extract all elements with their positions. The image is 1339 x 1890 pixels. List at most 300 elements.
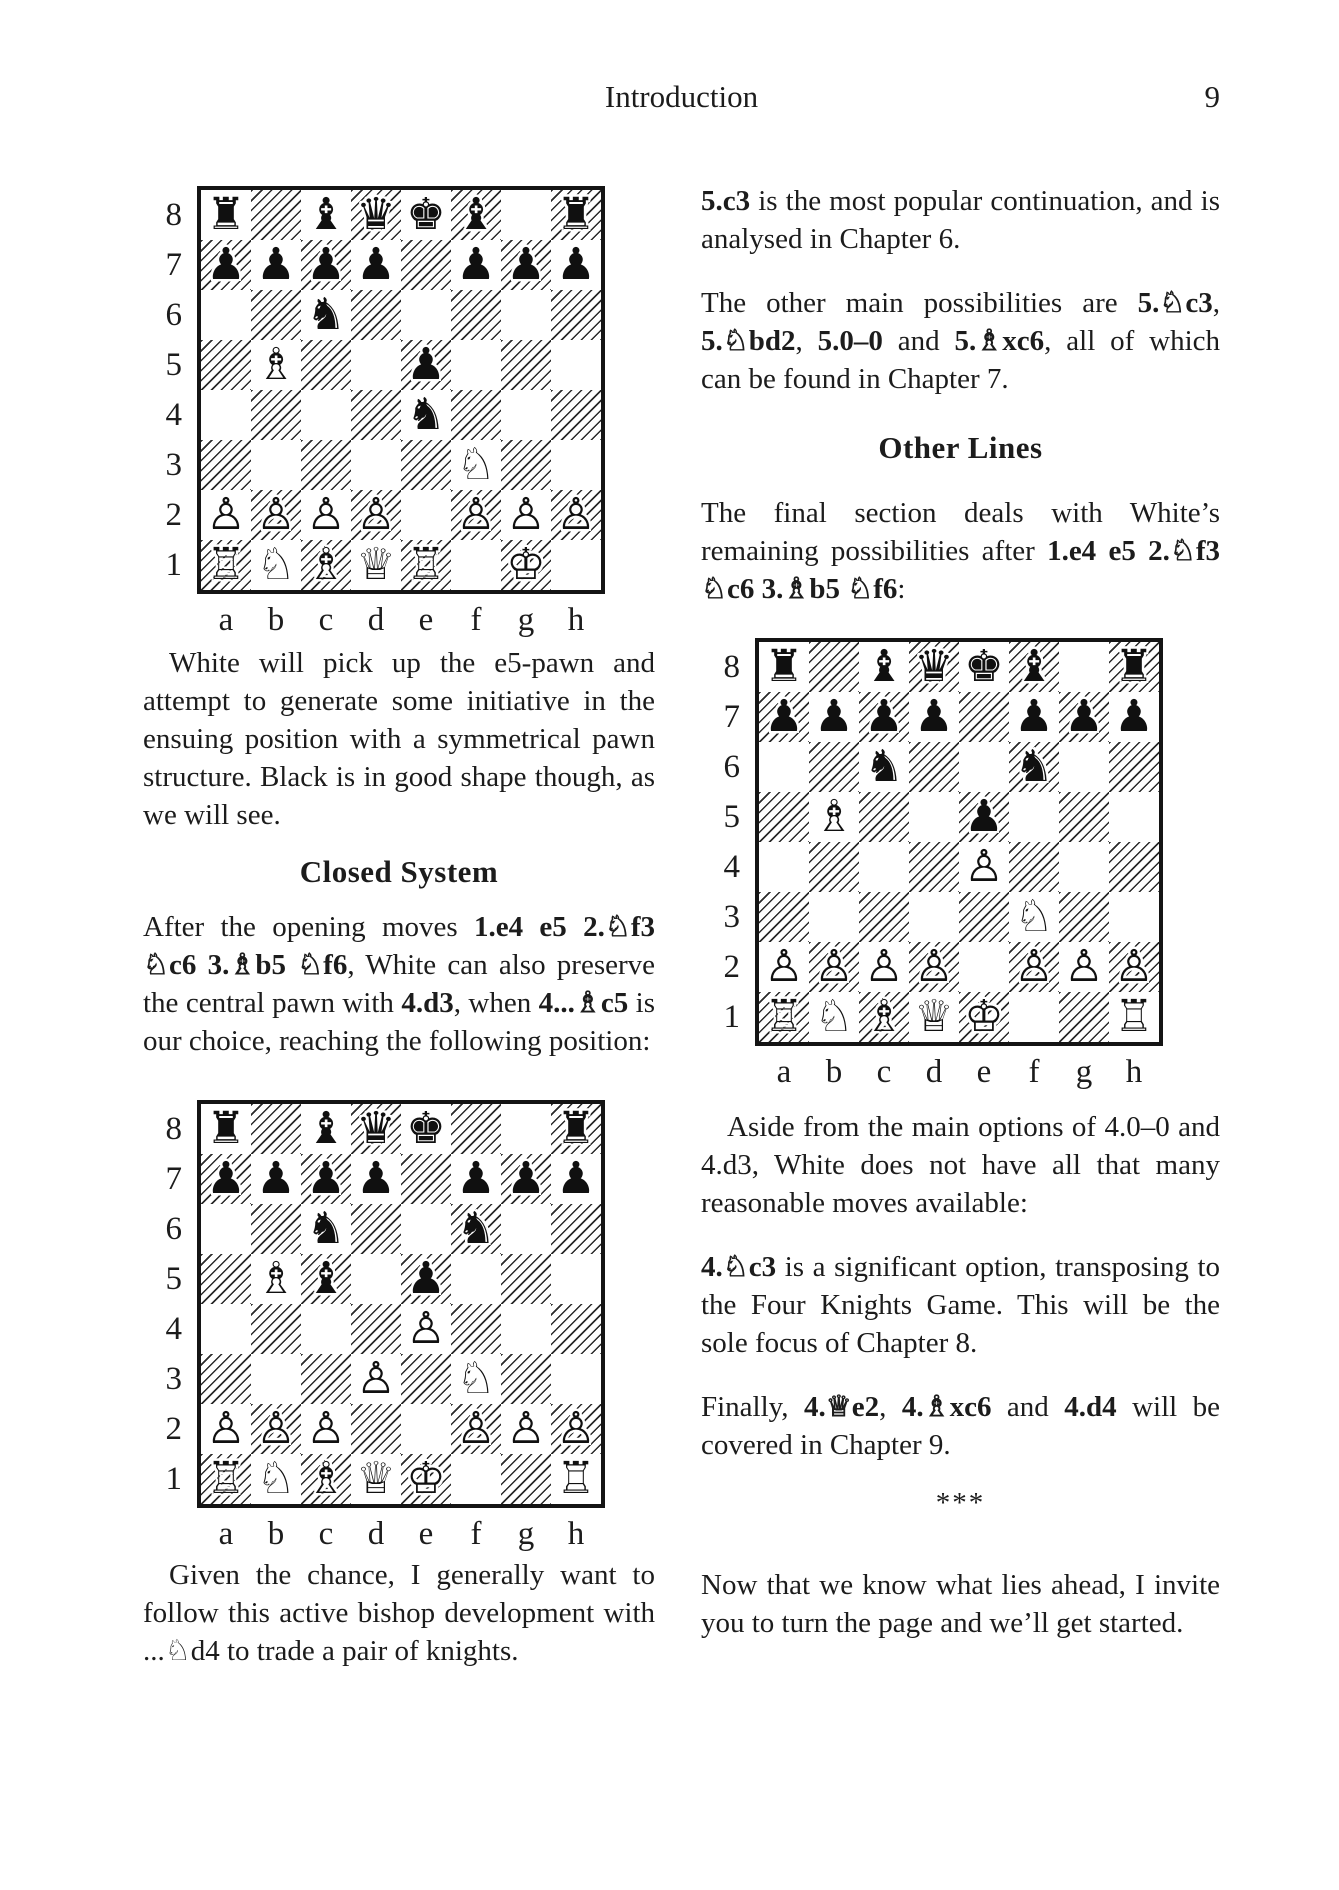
board-square (201, 1304, 251, 1354)
board-square (351, 440, 401, 490)
chess-piece-icon: ♝ (306, 1254, 346, 1304)
chess-piece-icon: ♚ (406, 1104, 446, 1154)
chess-piece-icon: ♖ (406, 540, 446, 590)
board-square (759, 842, 809, 892)
board-square-piece (351, 1354, 401, 1404)
rank-label: 5 (165, 346, 182, 383)
chess-piece-icon: ♟ (964, 792, 1004, 842)
board-square (501, 440, 551, 490)
board-square-piece (551, 1404, 601, 1454)
body-text-run: : (897, 573, 906, 605)
board-square (959, 892, 1009, 942)
board-square (959, 942, 1009, 992)
move-text: 5.♘c3 (1137, 287, 1213, 319)
board-square-piece (551, 190, 601, 240)
board-square-piece (859, 992, 909, 1042)
chess-piece-icon: ♟ (814, 692, 854, 742)
chess-piece-icon: ♜ (556, 190, 596, 240)
board-wrap (143, 186, 655, 594)
board-square (401, 240, 451, 290)
board-square (501, 390, 551, 440)
chess-piece-icon: ♙ (256, 1404, 296, 1454)
rank-label: 3 (165, 446, 182, 483)
board-square (551, 1254, 601, 1304)
move-text: 1.e4 e5 2.♘f3 ♘c6 3.♗b5 ♘f6 (701, 535, 1220, 605)
board-square (1059, 842, 1109, 892)
board-square-piece (301, 290, 351, 340)
file-label: e (976, 1054, 992, 1090)
chess-piece-icon: ♟ (1014, 692, 1054, 742)
chess-piece-icon: ♙ (814, 942, 854, 992)
right-column (701, 150, 1220, 1642)
board-square (1109, 842, 1159, 892)
board-wrap (143, 1100, 655, 1508)
board-square-piece (251, 490, 301, 540)
board-square (1009, 992, 1059, 1042)
board-square-piece (251, 1154, 301, 1204)
chess-piece-icon: ♟ (1064, 692, 1104, 742)
chess-piece-icon: ♙ (506, 1404, 546, 1454)
board-square-piece (551, 1454, 601, 1504)
board-square-piece (201, 1154, 251, 1204)
move-text: 5.c3 (701, 185, 751, 217)
board-square-piece (251, 240, 301, 290)
chess-piece-icon: ♗ (306, 540, 346, 590)
chess-piece-icon: ♙ (864, 942, 904, 992)
chess-piece-icon: ♜ (764, 642, 804, 692)
file-label: a (218, 1516, 234, 1552)
chess-piece-icon: ♘ (814, 992, 854, 1042)
board-square-piece (251, 540, 301, 590)
rank-label: 6 (165, 1210, 182, 1247)
board-square (909, 792, 959, 842)
board-square-piece (301, 1454, 351, 1504)
board-square (201, 1254, 251, 1304)
chess-piece-icon: ♕ (356, 1454, 396, 1504)
rank-label: 4 (165, 1310, 182, 1347)
board-square-piece (501, 490, 551, 540)
file-label: d (367, 602, 385, 638)
chess-piece-icon: ♟ (406, 340, 446, 390)
chess-piece-icon: ♟ (456, 1154, 496, 1204)
board-square (451, 1454, 501, 1504)
chess-board (755, 638, 1163, 1046)
rank-label: 2 (165, 1410, 182, 1447)
chess-piece-icon: ♗ (814, 792, 854, 842)
board-square (401, 1204, 451, 1254)
board-square-piece (551, 1104, 601, 1154)
chess-piece-icon: ♟ (914, 692, 954, 742)
board-square-piece (301, 490, 351, 540)
chess-piece-icon: ♗ (864, 992, 904, 1042)
move-text: 4.♕e2 (804, 1391, 880, 1423)
file-label: c (876, 1054, 892, 1090)
file-labels (759, 1050, 1159, 1094)
rank-label: 6 (165, 296, 182, 333)
board-square (551, 540, 601, 590)
chess-piece-icon: ♔ (964, 992, 1004, 1042)
board-square-piece (959, 792, 1009, 842)
chess-piece-icon: ♙ (964, 842, 1004, 892)
board-square (1059, 792, 1109, 842)
chess-piece-icon: ♛ (914, 642, 954, 692)
board-square-piece (451, 1204, 501, 1254)
board-square (401, 440, 451, 490)
board-square-piece (809, 792, 859, 842)
chess-piece-icon: ♜ (556, 1104, 596, 1154)
chess-piece-icon: ♚ (406, 190, 446, 240)
board-square-piece (1009, 742, 1059, 792)
board-square-piece (501, 240, 551, 290)
body-text-run: , when (453, 987, 539, 1019)
paragraph-4nc3 (701, 1248, 1220, 1362)
chess-piece-icon: ♟ (356, 1154, 396, 1204)
board-square-piece (301, 240, 351, 290)
chess-piece-icon: ♝ (1014, 642, 1054, 692)
board-square (251, 1104, 301, 1154)
move-text: 4.♗xc6 (901, 1391, 992, 1423)
body-text-run: , (1212, 287, 1220, 319)
board-square (551, 1204, 601, 1254)
file-label: h (567, 1516, 585, 1552)
board-square (551, 1354, 601, 1404)
paragraph-closed-system (143, 908, 655, 1060)
board-square-piece (401, 390, 451, 440)
board-square-piece (201, 1404, 251, 1454)
board-square (401, 1354, 451, 1404)
board-wrap (701, 638, 1220, 1046)
chess-piece-icon: ♘ (456, 440, 496, 490)
board-square (201, 1354, 251, 1404)
board-square-piece (251, 340, 301, 390)
board-square-piece (1109, 992, 1159, 1042)
board-square (401, 1404, 451, 1454)
body-text-run: , all of which can be found in Chapter 7. (701, 325, 1221, 395)
board-square (251, 1354, 301, 1404)
chess-piece-icon: ♙ (356, 1354, 396, 1404)
body-text-run: , (795, 325, 818, 357)
chess-piece-icon: ♙ (764, 942, 804, 992)
board-square-piece (301, 190, 351, 240)
board-square-piece (451, 1404, 501, 1454)
board-square-piece (501, 1154, 551, 1204)
body-text-run: and (882, 325, 955, 357)
file-labels (201, 1512, 601, 1556)
chess-piece-icon: ♟ (556, 240, 596, 290)
board-square (451, 1304, 501, 1354)
chess-piece-icon: ♟ (206, 1154, 246, 1204)
chess-piece-icon: ♕ (914, 992, 954, 1042)
move-text: 4.♘c3 (701, 1251, 777, 1283)
board-square (551, 440, 601, 490)
file-labels (201, 598, 601, 642)
board-square (401, 290, 451, 340)
section-heading-other-lines: Other Lines (878, 430, 1043, 465)
file-label: e (418, 1516, 434, 1552)
board-square (551, 290, 601, 340)
chess-piece-icon: ♙ (406, 1304, 446, 1354)
board-square (251, 190, 301, 240)
board-square-piece (351, 1104, 401, 1154)
board-square (351, 390, 401, 440)
file-label: f (470, 602, 482, 638)
board-square-piece (1109, 642, 1159, 692)
chess-piece-icon: ♞ (864, 742, 904, 792)
body-text-run: Finally, (701, 1391, 804, 1423)
chess-piece-icon: ♟ (1114, 692, 1154, 742)
board-square (809, 892, 859, 942)
rank-label: 1 (165, 1460, 182, 1497)
board-square-piece (1009, 942, 1059, 992)
chess-piece-icon: ♟ (306, 240, 346, 290)
chess-piece-icon: ♟ (406, 1254, 446, 1304)
paragraph-final-section (701, 494, 1220, 608)
board-square (451, 1104, 501, 1154)
board-square-piece (401, 340, 451, 390)
chess-board (197, 186, 605, 594)
chess-piece-icon: ♛ (356, 1104, 396, 1154)
chess-piece-icon: ♙ (306, 490, 346, 540)
chess-piece-icon: ♙ (914, 942, 954, 992)
board-square (451, 540, 501, 590)
file-label: e (418, 602, 434, 638)
board-square-piece (301, 1154, 351, 1204)
board-square-piece (201, 1104, 251, 1154)
board-square (1109, 892, 1159, 942)
file-label: h (567, 602, 585, 638)
board-square (251, 390, 301, 440)
board-square (501, 1454, 551, 1504)
board-square-piece (1009, 692, 1059, 742)
board-square-piece (1109, 692, 1159, 742)
board-square-piece (201, 190, 251, 240)
board-square (251, 1204, 301, 1254)
board-square-piece (1009, 642, 1059, 692)
page-number: 9 (1204, 79, 1220, 114)
move-text: 5.0–0 (817, 325, 883, 357)
board-square (1059, 742, 1109, 792)
board-square (401, 1154, 451, 1204)
board-square (1109, 742, 1159, 792)
body-text-run: Now that we know what lies ahead, I invite you to turn the page and we’ll get started. (701, 1569, 1220, 1639)
board-square-piece (401, 1104, 451, 1154)
board-square-piece (551, 240, 601, 290)
file-label: f (470, 1516, 482, 1552)
board-square (251, 1304, 301, 1354)
chess-piece-icon: ♙ (1014, 942, 1054, 992)
file-label: c (318, 1516, 334, 1552)
chess-piece-icon: ♙ (556, 490, 596, 540)
move-text: 5.♘bd2 (701, 325, 796, 357)
board-square (859, 792, 909, 842)
file-label: b (267, 602, 285, 638)
chess-piece-icon: ♘ (456, 1354, 496, 1404)
board-square-piece (809, 992, 859, 1042)
move-text: 4.d3 (401, 987, 454, 1019)
board-square-piece (401, 190, 451, 240)
board-square-piece (201, 490, 251, 540)
board-square (351, 1204, 401, 1254)
board-square (451, 290, 501, 340)
board-square (551, 1304, 601, 1354)
chess-piece-icon: ♙ (456, 1404, 496, 1454)
rank-label: 6 (723, 748, 740, 785)
board-square-piece (301, 1404, 351, 1454)
chess-diagram-berlin-tabiya (701, 638, 1220, 1094)
rank-label: 4 (723, 848, 740, 885)
board-square-piece (451, 240, 501, 290)
page-content (143, 150, 1220, 1670)
move-text: 5.♗xc6 (954, 325, 1045, 357)
board-square (551, 390, 601, 440)
chess-piece-icon: ♟ (506, 1154, 546, 1204)
board-square (501, 1254, 551, 1304)
board-square-piece (351, 540, 401, 590)
chess-piece-icon: ♖ (556, 1454, 596, 1504)
chess-diagram-closed-system (143, 1100, 655, 1556)
file-label: g (1075, 1054, 1093, 1090)
rank-label: 3 (165, 1360, 182, 1397)
board-square-piece (859, 942, 909, 992)
chess-piece-icon: ♙ (256, 490, 296, 540)
rank-label: 8 (165, 1110, 182, 1147)
board-square-piece (351, 1154, 401, 1204)
file-label: a (776, 1054, 792, 1090)
rank-label: 7 (165, 246, 182, 283)
chess-piece-icon: ♔ (406, 1454, 446, 1504)
board-square (1009, 842, 1059, 892)
file-label: h (1125, 1054, 1143, 1090)
board-square-piece (859, 742, 909, 792)
board-square (909, 892, 959, 942)
board-square-piece (251, 1254, 301, 1304)
rank-label: 4 (165, 396, 182, 433)
body-text-run: will be covered in Chapter 9. (701, 1391, 1221, 1461)
board-square-piece (1059, 692, 1109, 742)
chess-piece-icon: ♞ (456, 1204, 496, 1254)
board-square (551, 340, 601, 390)
board-square-piece (859, 692, 909, 742)
chess-piece-icon: ♛ (356, 190, 396, 240)
board-square-piece (301, 1104, 351, 1154)
chess-piece-icon: ♞ (1014, 742, 1054, 792)
board-square (759, 892, 809, 942)
chess-piece-icon: ♖ (764, 992, 804, 1042)
board-square (909, 742, 959, 792)
board-square (501, 340, 551, 390)
board-square (859, 842, 909, 892)
rank-labels (143, 1100, 197, 1508)
board-square-piece (451, 1354, 501, 1404)
chess-piece-icon: ♗ (306, 1454, 346, 1504)
paragraph-given-chance (143, 1556, 655, 1670)
board-square (809, 642, 859, 692)
file-label: d (367, 1516, 385, 1552)
page-header (143, 76, 1220, 118)
board-square (1009, 792, 1059, 842)
rank-label: 3 (723, 898, 740, 935)
rank-labels (143, 186, 197, 594)
board-square-piece (1009, 892, 1059, 942)
board-square-piece (201, 1454, 251, 1504)
board-square (501, 290, 551, 340)
paragraph-5c3 (701, 182, 1220, 258)
body-text-run: is our choice, reaching the following position: (143, 987, 656, 1057)
chess-piece-icon: ♙ (206, 490, 246, 540)
paragraph-aside (701, 1108, 1220, 1222)
chess-piece-icon: ♝ (864, 642, 904, 692)
board-square (451, 390, 501, 440)
board-square-piece (759, 992, 809, 1042)
chess-piece-icon: ♖ (206, 540, 246, 590)
board-square-piece (859, 642, 909, 692)
chess-piece-icon: ♞ (306, 290, 346, 340)
board-square-piece (301, 540, 351, 590)
board-square (251, 440, 301, 490)
chess-piece-icon: ♝ (456, 190, 496, 240)
board-square (959, 692, 1009, 742)
chess-piece-icon: ♟ (764, 692, 804, 742)
file-label: c (318, 602, 334, 638)
body-text-run: , White can also preserve the central pawn with (143, 949, 656, 1019)
board-square-piece (201, 540, 251, 590)
paragraph-finally (701, 1388, 1220, 1464)
chess-piece-icon: ♝ (306, 190, 346, 240)
board-square (301, 390, 351, 440)
file-label: b (825, 1054, 843, 1090)
body-text-run: White will pick up the e5-pawn and attempt to generate some initiative in the ensuing position with a symmetrical pawn structure. Black is in good shape though, as we will see. (143, 647, 655, 831)
board-square-piece (501, 1404, 551, 1454)
rank-label: 7 (165, 1160, 182, 1197)
chess-piece-icon: ♟ (256, 1154, 296, 1204)
rank-label: 8 (165, 196, 182, 233)
board-square (859, 892, 909, 942)
rank-label: 1 (723, 998, 740, 1035)
file-label: b (267, 1516, 285, 1552)
board-square-piece (909, 942, 959, 992)
chess-piece-icon: ♜ (1114, 642, 1154, 692)
board-square-piece (401, 1304, 451, 1354)
chess-piece-icon: ♔ (506, 540, 546, 590)
section-heading-closed-system: Closed System (299, 854, 499, 889)
board-square (451, 1254, 501, 1304)
chess-piece-icon: ♗ (256, 1254, 296, 1304)
left-column (143, 150, 655, 1670)
body-text-run: is a significant option, transposing to the Four Knights Game. This will be the sole focus of Chapter 8. (701, 1251, 1220, 1359)
board-square (501, 1304, 551, 1354)
board-square-piece (201, 240, 251, 290)
rank-label: 7 (723, 698, 740, 735)
board-square-piece (1109, 942, 1159, 992)
body-text-run: and (991, 1391, 1065, 1423)
board-square-piece (251, 1404, 301, 1454)
board-square-piece (351, 490, 401, 540)
rank-label: 5 (165, 1260, 182, 1297)
board-square (1109, 792, 1159, 842)
chess-piece-icon: ♖ (206, 1454, 246, 1504)
board-square (1059, 892, 1109, 942)
rank-label: 8 (723, 648, 740, 685)
board-square (759, 742, 809, 792)
file-label: g (517, 602, 535, 638)
chess-piece-icon: ♘ (256, 540, 296, 590)
running-head: Introduction (604, 79, 759, 114)
chess-piece-icon: ♙ (206, 1404, 246, 1454)
board-square (351, 1254, 401, 1304)
board-square-piece (809, 942, 859, 992)
chess-piece-icon: ♝ (306, 1104, 346, 1154)
board-square (201, 340, 251, 390)
